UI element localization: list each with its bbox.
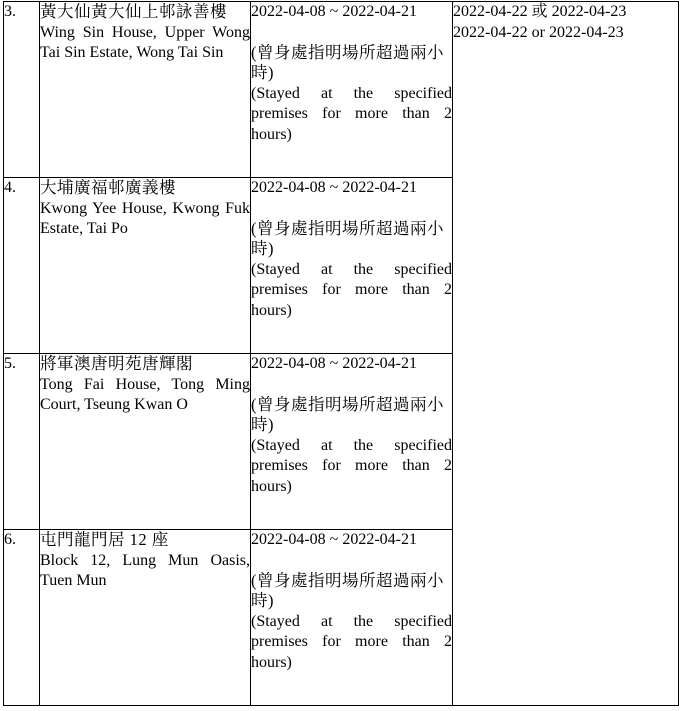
row-number: 3. [4, 2, 40, 178]
period-range: 2022-04-08 ~ 2022-04-21 [251, 179, 417, 196]
test-date-zh: 2022-04-22 或 2022-04-23 [453, 3, 627, 20]
location-name-zh: 將軍澳唐明苑唐輝閣 [40, 354, 193, 373]
row-number: 4. [4, 178, 40, 354]
table-row [4, 2, 679, 178]
location-name-zh: 屯門龍門居 12 座 [40, 530, 169, 549]
location-cell [40, 2, 251, 178]
period-cell [251, 178, 453, 354]
stay-note-zh: (曾身處指明場所超過兩小時) [251, 394, 444, 434]
period-cell [251, 354, 453, 530]
location-cell [40, 530, 251, 706]
stay-note-en: (Stayed at the specified premises for more than 2 hours) [251, 84, 452, 143]
period-range: 2022-04-08 ~ 2022-04-21 [251, 531, 417, 548]
row-number: 6. [4, 530, 40, 706]
location-name-en: Kwong Yee House, Kwong Fuk Estate, Tai Po [40, 199, 250, 237]
test-date-en: 2022-04-22 or 2022-04-23 [453, 23, 624, 41]
period-cell [251, 530, 453, 706]
location-cell [40, 354, 251, 530]
period-range: 2022-04-08 ~ 2022-04-21 [251, 355, 417, 372]
stay-note-en: (Stayed at the specified premises for more than 2 hours) [251, 436, 452, 495]
row-number: 5. [4, 354, 40, 530]
period-cell [251, 2, 453, 178]
location-name-en: Block 12, Lung Mun Oasis, Tuen Mun [40, 551, 250, 589]
location-name-en: Wing Sin House, Upper Wong Tai Sin Estate, Wong Tai Sin [40, 23, 250, 61]
period-range: 2022-04-08 ~ 2022-04-21 [251, 3, 417, 20]
location-name-zh: 大埔廣福邨廣義樓 [40, 178, 176, 197]
stay-note-zh: (曾身處指明場所超過兩小時) [251, 218, 444, 258]
stay-note-zh: (曾身處指明場所超過兩小時) [251, 42, 444, 82]
stay-note-en: (Stayed at the specified premises for more than 2 hours) [251, 260, 452, 319]
location-cell [40, 178, 251, 354]
location-name-zh: 黃大仙黃大仙上邨詠善樓 [40, 2, 227, 21]
stay-note-zh: (曾身處指明場所超過兩小時) [251, 570, 444, 610]
test-date-cell [453, 2, 679, 706]
premises-table [3, 1, 679, 706]
location-name-en: Tong Fai House, Tong Ming Court, Tseung Kwan O [40, 375, 250, 413]
stay-note-en: (Stayed at the specified premises for more than 2 hours) [251, 612, 452, 671]
